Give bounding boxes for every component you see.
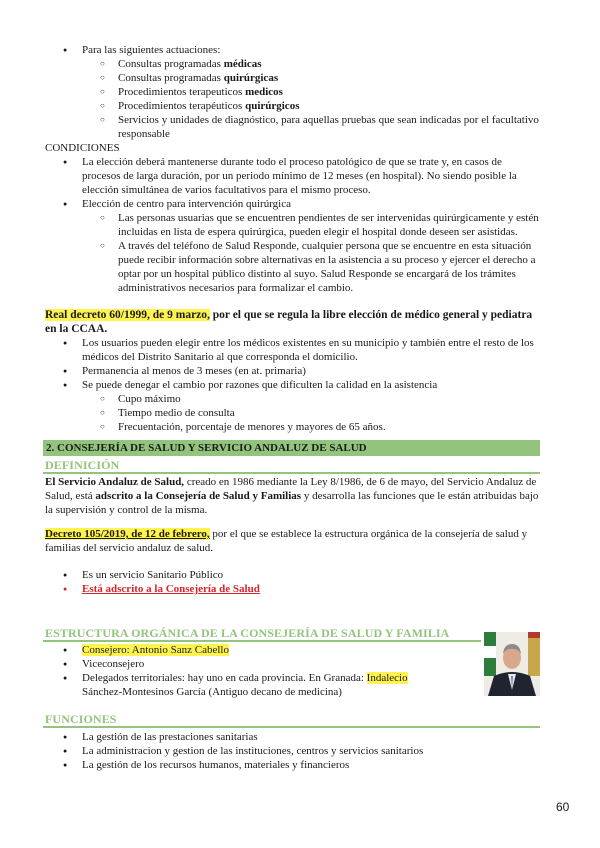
- list-item: ● Elección de centro para intervención quirúrgica: [0, 197, 560, 211]
- definicion-heading: DEFINICIÓN: [45, 458, 120, 472]
- funciones-heading: FUNCIONES: [45, 712, 117, 726]
- portrait-image: [484, 632, 540, 696]
- list-item: ○ A través del teléfono de Salud Responde, cualquier persona que se encuentre en esta situación puede recibir información sobre alternativas en la asistencia a su proceso y ejercer el derecho a optar por un hospital público distinto al suyo. Salud Responde se encargará de los trámites administrativos necesarios para formalizar el cambio.: [0, 239, 543, 295]
- list-item: ● Se puede denegar el cambio por razones que dificulten la calidad en la asistencia: [0, 378, 560, 392]
- list-item: ● Consejero: Antonio Sanz Cabello: [0, 643, 560, 657]
- decreto-text: Decreto 105/2019, de 12 de febrero, por el que se establece la estructura orgánica de la consejería de salud y familias del servicio andaluz de salud.: [45, 528, 528, 554]
- list-item: ● La gestión de las prestaciones sanitarias: [0, 730, 560, 744]
- list-item: ● Es un servicio Sanitario Público: [0, 568, 560, 582]
- list-item: ● Delegados territoriales: hay uno en cada provincia. En Granada: Indalecio Sánchez-Montesinos García (Antiguo decano de medicina): [0, 671, 412, 699]
- estructura-block: [0, 626, 560, 699]
- divider: [43, 640, 481, 642]
- consejero-photo: [484, 632, 540, 696]
- condiciones-heading: CONDICIONES: [45, 142, 120, 154]
- list-item: ● Está adscrito a la Consejería de Salud: [0, 582, 560, 596]
- list-item: ● Para las siguientes actuaciones:: [0, 43, 560, 57]
- section-heading: 2. CONSEJERÍA DE SALUD Y SERVICIO ANDALUZ DE SALUD: [43, 440, 540, 456]
- estructura-heading: ESTRUCTURA ORGÁNICA DE LA CONSEJERÍA DE SALUD Y FAMILIA: [45, 626, 450, 640]
- section-2: [0, 440, 560, 596]
- list-item: ○ Frecuentación, porcentaje de menores y mayores de 65 años.: [0, 420, 560, 434]
- decree-reference: Real decreto 60/1999, de 9 marzo,: [45, 309, 210, 321]
- list-item: ○ Consultas programadas quirúrgicas: [0, 71, 560, 85]
- list-item: ● La administracion y gestion de las instituciones, centros y servicios sanitarios: [0, 744, 560, 758]
- divider: [43, 472, 540, 474]
- divider: [43, 726, 540, 728]
- real-decreto-title: Real decreto 60/1999, de 9 marzo, por el que se regula la libre elección de médico general y pediatra en la CCAA.: [45, 309, 533, 335]
- list-item: ● Los usuarios pueden elegir entre los médicos existentes en su municipio y también entre el resto de los médicos del Distrito Sanitario al que corresponda el domicilio.: [0, 336, 540, 364]
- list-item: ○ Las personas usuarias que se encuentren pendientes de ser intervenidas quirúrgicamente y estén incluidas en lista de espera quirúrgica, pueden elegir el hospital donde deseen ser asistidas.: [0, 211, 543, 239]
- definicion-text: El Servicio Andaluz de Salud, creado en 1986 mediante la Ley 8/1986, de 6 de mayo, del Servicio Andaluz de Salud, está adscrito a la Consejería de Salud y Familias y desarrolla las funciones que le están atribuidas bajo la supervisión y control de la misma.: [45, 476, 539, 516]
- list-item: ● Viceconsejero: [0, 657, 560, 671]
- decree-reference: Decreto 105/2019, de 12 de febrero,: [45, 528, 210, 540]
- list-item: ○ Tiempo medio de consulta: [0, 406, 560, 420]
- list-item: ● La elección deberá mantenerse durante todo el proceso patológico de que se trate y, en casos de procesos de larga duración, por un periodo mínimo de 12 meses (en hospital). No siendo posible la elección simultánea de varios facultativos para el mismo proceso.: [0, 155, 540, 197]
- list-item: ● Permanencia al menos de 3 meses (en at. primaria): [0, 364, 560, 378]
- list-item: ○ Procedimientos terapéuticos quirúrgicos: [0, 99, 560, 113]
- page-number: 60: [556, 800, 570, 814]
- actuaciones-block: [0, 43, 560, 295]
- real-decreto-block: [0, 308, 560, 434]
- list-item: ○ Cupo máximo: [0, 392, 560, 406]
- list-item: ○ Procedimientos terapeuticos medicos: [0, 85, 560, 99]
- list-item: ● La gestión de los recursos humanos, materiales y financieros: [0, 758, 560, 772]
- list-item: ○ Servicios y unidades de diagnóstico, para aquellas pruebas que sean indicadas por el facultativo responsable: [0, 113, 548, 141]
- funciones-block: [0, 712, 560, 772]
- list-item: ○ Consultas programadas médicas: [0, 57, 560, 71]
